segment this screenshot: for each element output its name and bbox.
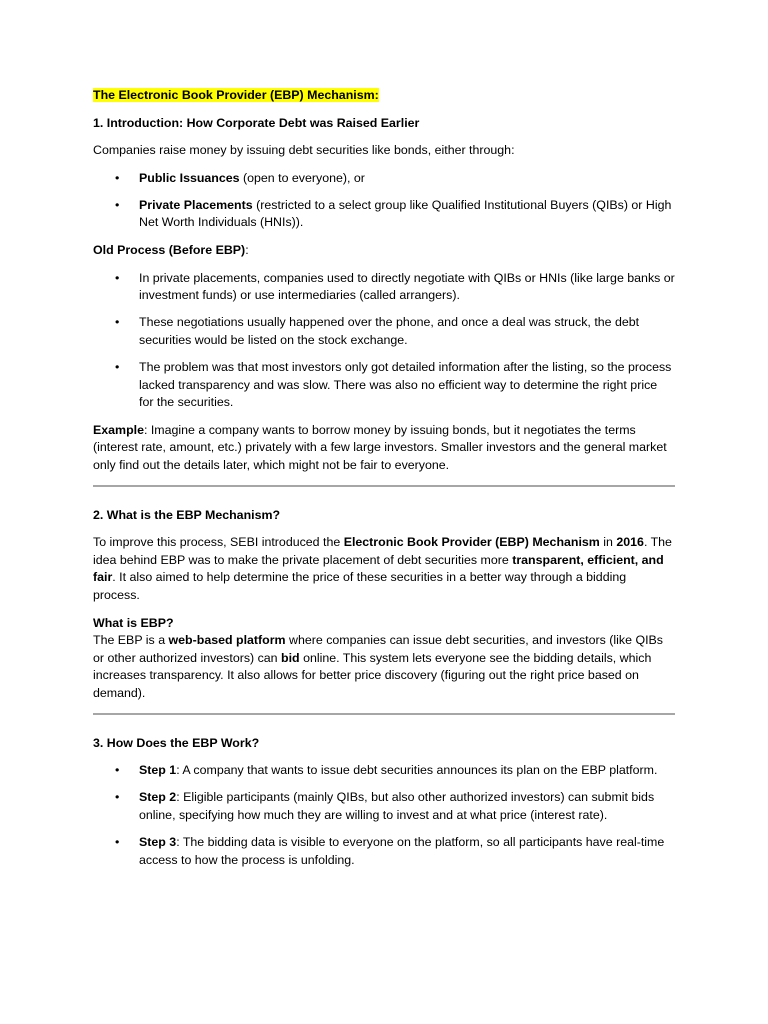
section-1-heading: 1. Introduction: How Corporate Debt was Raised Earlier — [93, 115, 420, 130]
list-item: • Private Placements (restricted to a select group like Qualified Institutional Buyers (QIBs) or High Net Worth Individuals (HNIs)). — [115, 197, 672, 230]
list-item: • Step 3: The bidding data is visible to everyone on the platform, so all participants have real-time access to how the process is unfolding. — [115, 834, 665, 867]
old-process-list — [93, 270, 675, 412]
bullet-icon: • — [115, 315, 120, 330]
bullet-icon: • — [115, 170, 120, 185]
section-2-heading: 2. What is the EBP Mechanism? — [93, 507, 281, 522]
horizontal-rule — [93, 485, 675, 487]
list-item: • Step 1: A company that wants to issue debt securities announces its plan on the EBP platform. — [93, 762, 675, 780]
section-2-paragraph: To improve this process, SEBI introduced the Electronic Book Provider (EBP) Mechanism in 2016. The idea behind EBP was to make the private placement of debt securities more transparent, efficient, and fair. It also aimed to help determine the price of these securities in a better way through a bidding process. — [93, 535, 672, 602]
section-1-intro: Companies raise money by issuing debt securities like bonds, either through: — [93, 143, 515, 158]
steps-list — [93, 762, 675, 869]
section-3-heading: 3. How Does the EBP Work? — [93, 735, 260, 750]
highlighted-title-text: The Electronic Book Provider (EBP) Mechanism: — [93, 88, 379, 102]
example-paragraph: Example: Imagine a company wants to borrow money by issuing bonds, but it negotiates the terms (interest rate, amount, etc.) privately with a few large investors. Smaller investors and the general market only find out the details later, which might not be fair to everyone. — [93, 422, 667, 472]
list-item: • These negotiations usually happened over the phone, and once a deal was struck, the debt securities would be listed on the stock exchange. — [115, 315, 640, 347]
list-item: • Public Issuances (open to everyone), or — [93, 170, 675, 188]
list-item: • Step 2: Eligible participants (mainly QIBs, but also other authorized investors) can submit bids online, specifying how much they are willing to invest and at what price (interest rate). — [115, 790, 655, 822]
list-item: • The problem was that most investors only got detailed information after the listing, so the process lacked transparency and was slow. There was also no efficient way to determine the right price for the securities. — [115, 360, 672, 410]
document-title — [93, 87, 675, 105]
horizontal-rule — [93, 713, 675, 715]
bullet-icon: • — [115, 763, 120, 778]
what-is-ebp-paragraph: The EBP is a web-based platform where companies can issue debt securities, and investors (like QIBs or other authorized investors) can bid online. This system lets everyone see the bidding details, which increases transparency. It also allows for better price discovery (figuring out the right price based on demand). — [93, 633, 663, 700]
what-is-ebp-label: What is EBP? — [93, 615, 174, 630]
old-process-label: Old Process (Before EBP): — [93, 243, 249, 258]
issuance-type-list — [93, 170, 675, 232]
list-item: • In private placements, companies used to directly negotiate with QIBs or HNIs (like large banks or investment funds) or use intermediaries (called arrangers). — [115, 270, 675, 303]
bullet-icon: • — [115, 360, 120, 375]
bullet-icon: • — [115, 197, 120, 212]
bullet-icon: • — [115, 790, 120, 805]
bullet-icon: • — [115, 834, 120, 849]
bullet-icon: • — [115, 270, 120, 285]
document-body — [93, 87, 675, 879]
